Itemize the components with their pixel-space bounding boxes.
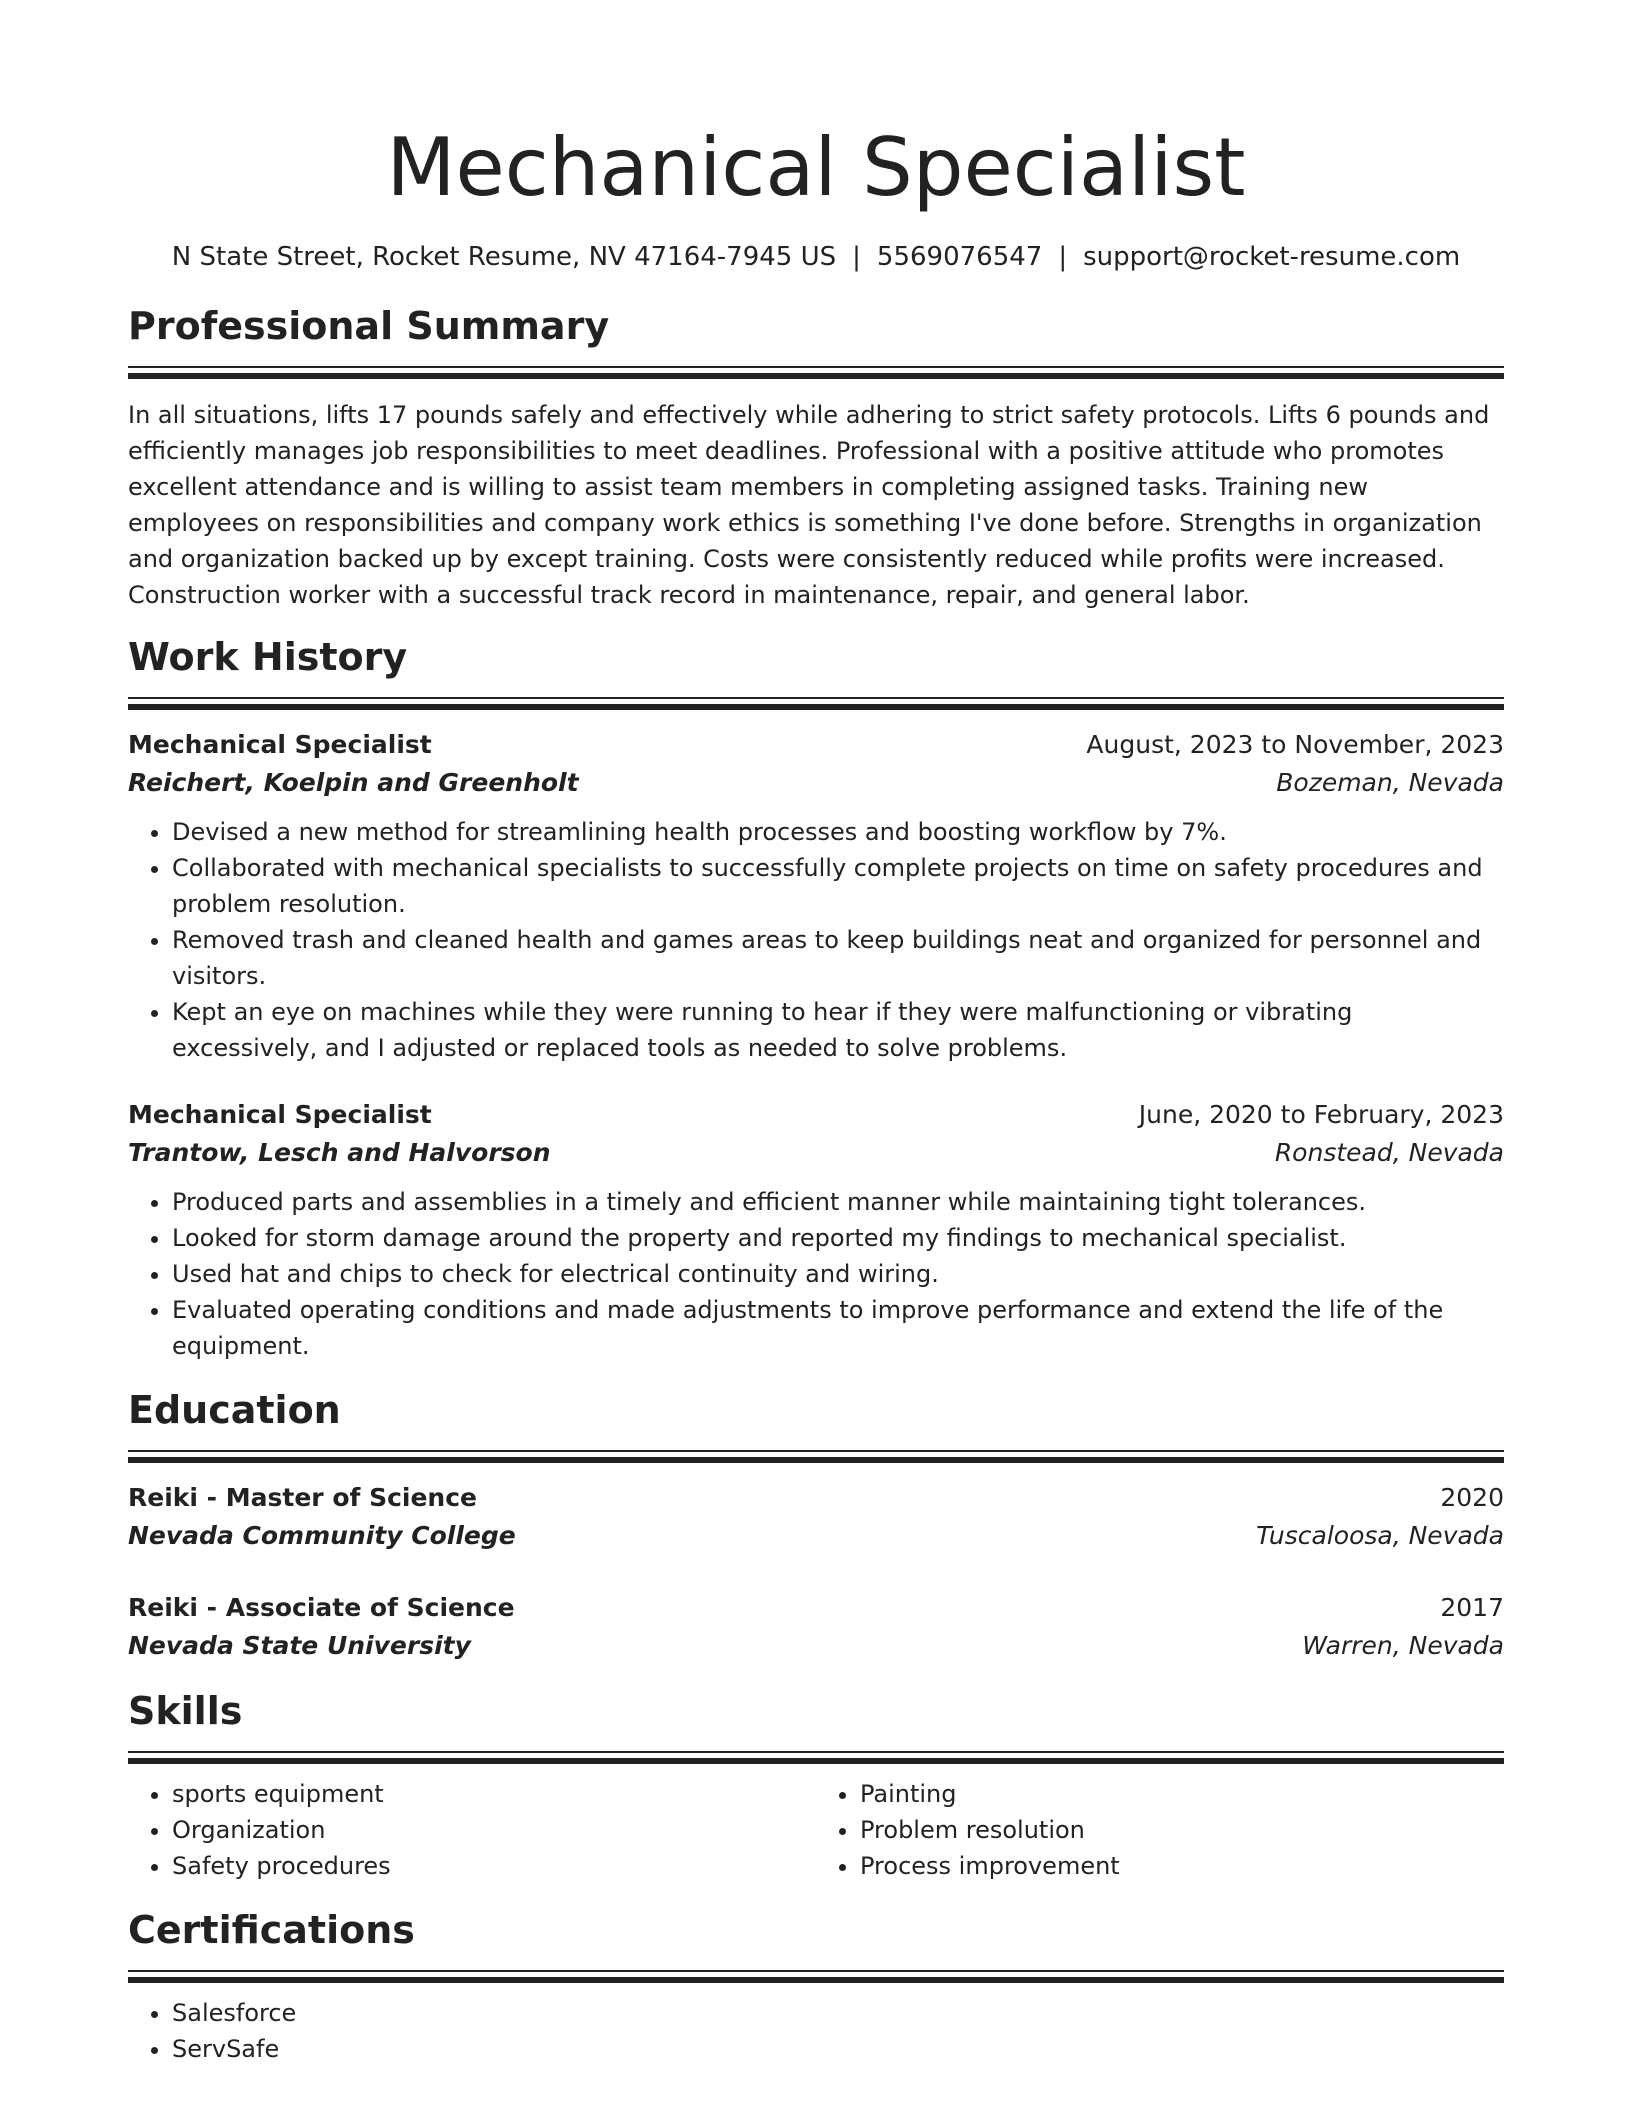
section-rule: [128, 697, 1504, 710]
list-item: • Process improvement: [860, 1848, 1504, 1884]
skills-section: [128, 1687, 1504, 1884]
list-item: • Safety procedures: [172, 1848, 816, 1884]
education-entry: [128, 1479, 1504, 1555]
education-header-row: [128, 1589, 1504, 1627]
list-item: • Devised a new method for streamlining health processes and boosting workflow by 7%.: [172, 814, 1504, 850]
job-employer-row: [128, 1134, 1504, 1172]
certifications-list: [128, 1995, 1504, 2067]
section-heading-education: Education: [128, 1388, 341, 1432]
list-item: • Painting: [860, 1776, 1504, 1812]
education-header-row: [128, 1479, 1504, 1517]
page-title: Mechanical Specialist: [386, 121, 1246, 214]
education-entry: [128, 1589, 1504, 1665]
resume-page: [128, 0, 1504, 2067]
contact-separator: |: [852, 242, 861, 272]
list-item: • Used hat and chips to check for electrical continuity and wiring.: [172, 1256, 1504, 1292]
work-history-section: [128, 633, 1504, 1364]
education-degree: Reiki - Associate of Science: [128, 1593, 515, 1622]
list-item: • Evaluated operating conditions and made adjustments to improve performance and extend the life of the equipment.: [172, 1292, 1504, 1364]
section-heading-skills: Skills: [128, 1689, 243, 1733]
job-employer: Trantow, Lesch and Halvorson: [128, 1138, 551, 1167]
contact-phone: 5569076547: [876, 242, 1043, 272]
job-entry: [128, 726, 1504, 1066]
section-heading-work: Work History: [128, 635, 408, 679]
education-section: [128, 1386, 1504, 1665]
education-year: 2017: [1440, 1593, 1504, 1622]
job-bullets: [128, 814, 1504, 1066]
list-item: • sports equipment: [172, 1776, 816, 1812]
job-dates: August, 2023 to November, 2023: [1086, 730, 1504, 759]
list-item: • Removed trash and cleaned health and games areas to keep buildings neat and organized for personnel and visitors.: [172, 922, 1504, 994]
education-school-row: [128, 1517, 1504, 1555]
list-item: • Salesforce: [172, 1995, 1504, 2031]
list-item: • Produced parts and assemblies in a timely and efficient manner while maintaining tight tolerances.: [172, 1184, 1504, 1220]
list-item: • Organization: [172, 1812, 816, 1848]
section-rule: [128, 1970, 1504, 1983]
section-heading-summary: Professional Summary: [128, 304, 610, 348]
job-header-row: [128, 1096, 1504, 1134]
job-employer: Reichert, Koelpin and Greenholt: [128, 768, 579, 797]
section-heading-certifications: Certifications: [128, 1908, 415, 1952]
skills-columns: [128, 1764, 1504, 1884]
contact-email: support@rocket-resume.com: [1083, 242, 1461, 272]
job-location: Ronstead, Nevada: [1274, 1138, 1504, 1167]
skills-list-right: [816, 1776, 1504, 1884]
job-employer-row: [128, 764, 1504, 802]
list-item: • Kept an eye on machines while they were running to hear if they were malfunctioning or vibrating excessively, and I adjusted or replaced tools as needed to solve problems.: [172, 994, 1504, 1066]
education-degree: Reiki - Master of Science: [128, 1483, 477, 1512]
skills-list-left: [128, 1776, 816, 1884]
summary-section: [128, 302, 1504, 613]
contact-separator: |: [1058, 242, 1068, 272]
education-school: Nevada State University: [128, 1631, 471, 1660]
job-title: Mechanical Specialist: [128, 730, 432, 759]
education-location: Warren, Nevada: [1302, 1631, 1504, 1660]
list-item: • ServSafe: [172, 2031, 1504, 2067]
contact-line: [128, 240, 1504, 274]
job-title: Mechanical Specialist: [128, 1100, 432, 1129]
list-item: • Problem resolution: [860, 1812, 1504, 1848]
education-school: Nevada Community College: [128, 1521, 516, 1550]
certifications-section: [128, 1906, 1504, 2067]
job-entry: [128, 1096, 1504, 1364]
job-header-row: [128, 726, 1504, 764]
education-school-row: [128, 1627, 1504, 1665]
section-rule: [128, 1751, 1504, 1764]
job-bullets: [128, 1184, 1504, 1364]
education-location: Tuscaloosa, Nevada: [1256, 1521, 1504, 1550]
job-location: Bozeman, Nevada: [1276, 768, 1504, 797]
contact-address: N State Street, Rocket Resume, NV 47164-7945 US: [171, 242, 837, 272]
job-dates: June, 2020 to February, 2023: [1138, 1100, 1504, 1129]
education-year: 2020: [1440, 1483, 1504, 1512]
section-rule: [128, 366, 1504, 379]
list-item: • Looked for storm damage around the property and reported my findings to mechanical specialist.: [172, 1220, 1504, 1256]
summary-text: In all situations, lifts 17 pounds safely and effectively while adhering to strict safety protocols. Lifts 6 pounds and efficiently manages job responsibilities to meet deadlines. Professional with a positive attitude who promotes excellent attendance and is willing to assist team members in completing assigned tasks. Training new employees on responsibilities and company work ethics is something I've done before. Strengths in organization and organization backed up by except training. Costs were consistently reduced while profits were increased. Construction worker with a successful track record in maintenance, repair, and general labor.: [128, 401, 1490, 609]
section-rule: [128, 1450, 1504, 1463]
list-item: • Collaborated with mechanical specialists to successfully complete projects on time on safety procedures and problem resolution.: [172, 850, 1504, 922]
